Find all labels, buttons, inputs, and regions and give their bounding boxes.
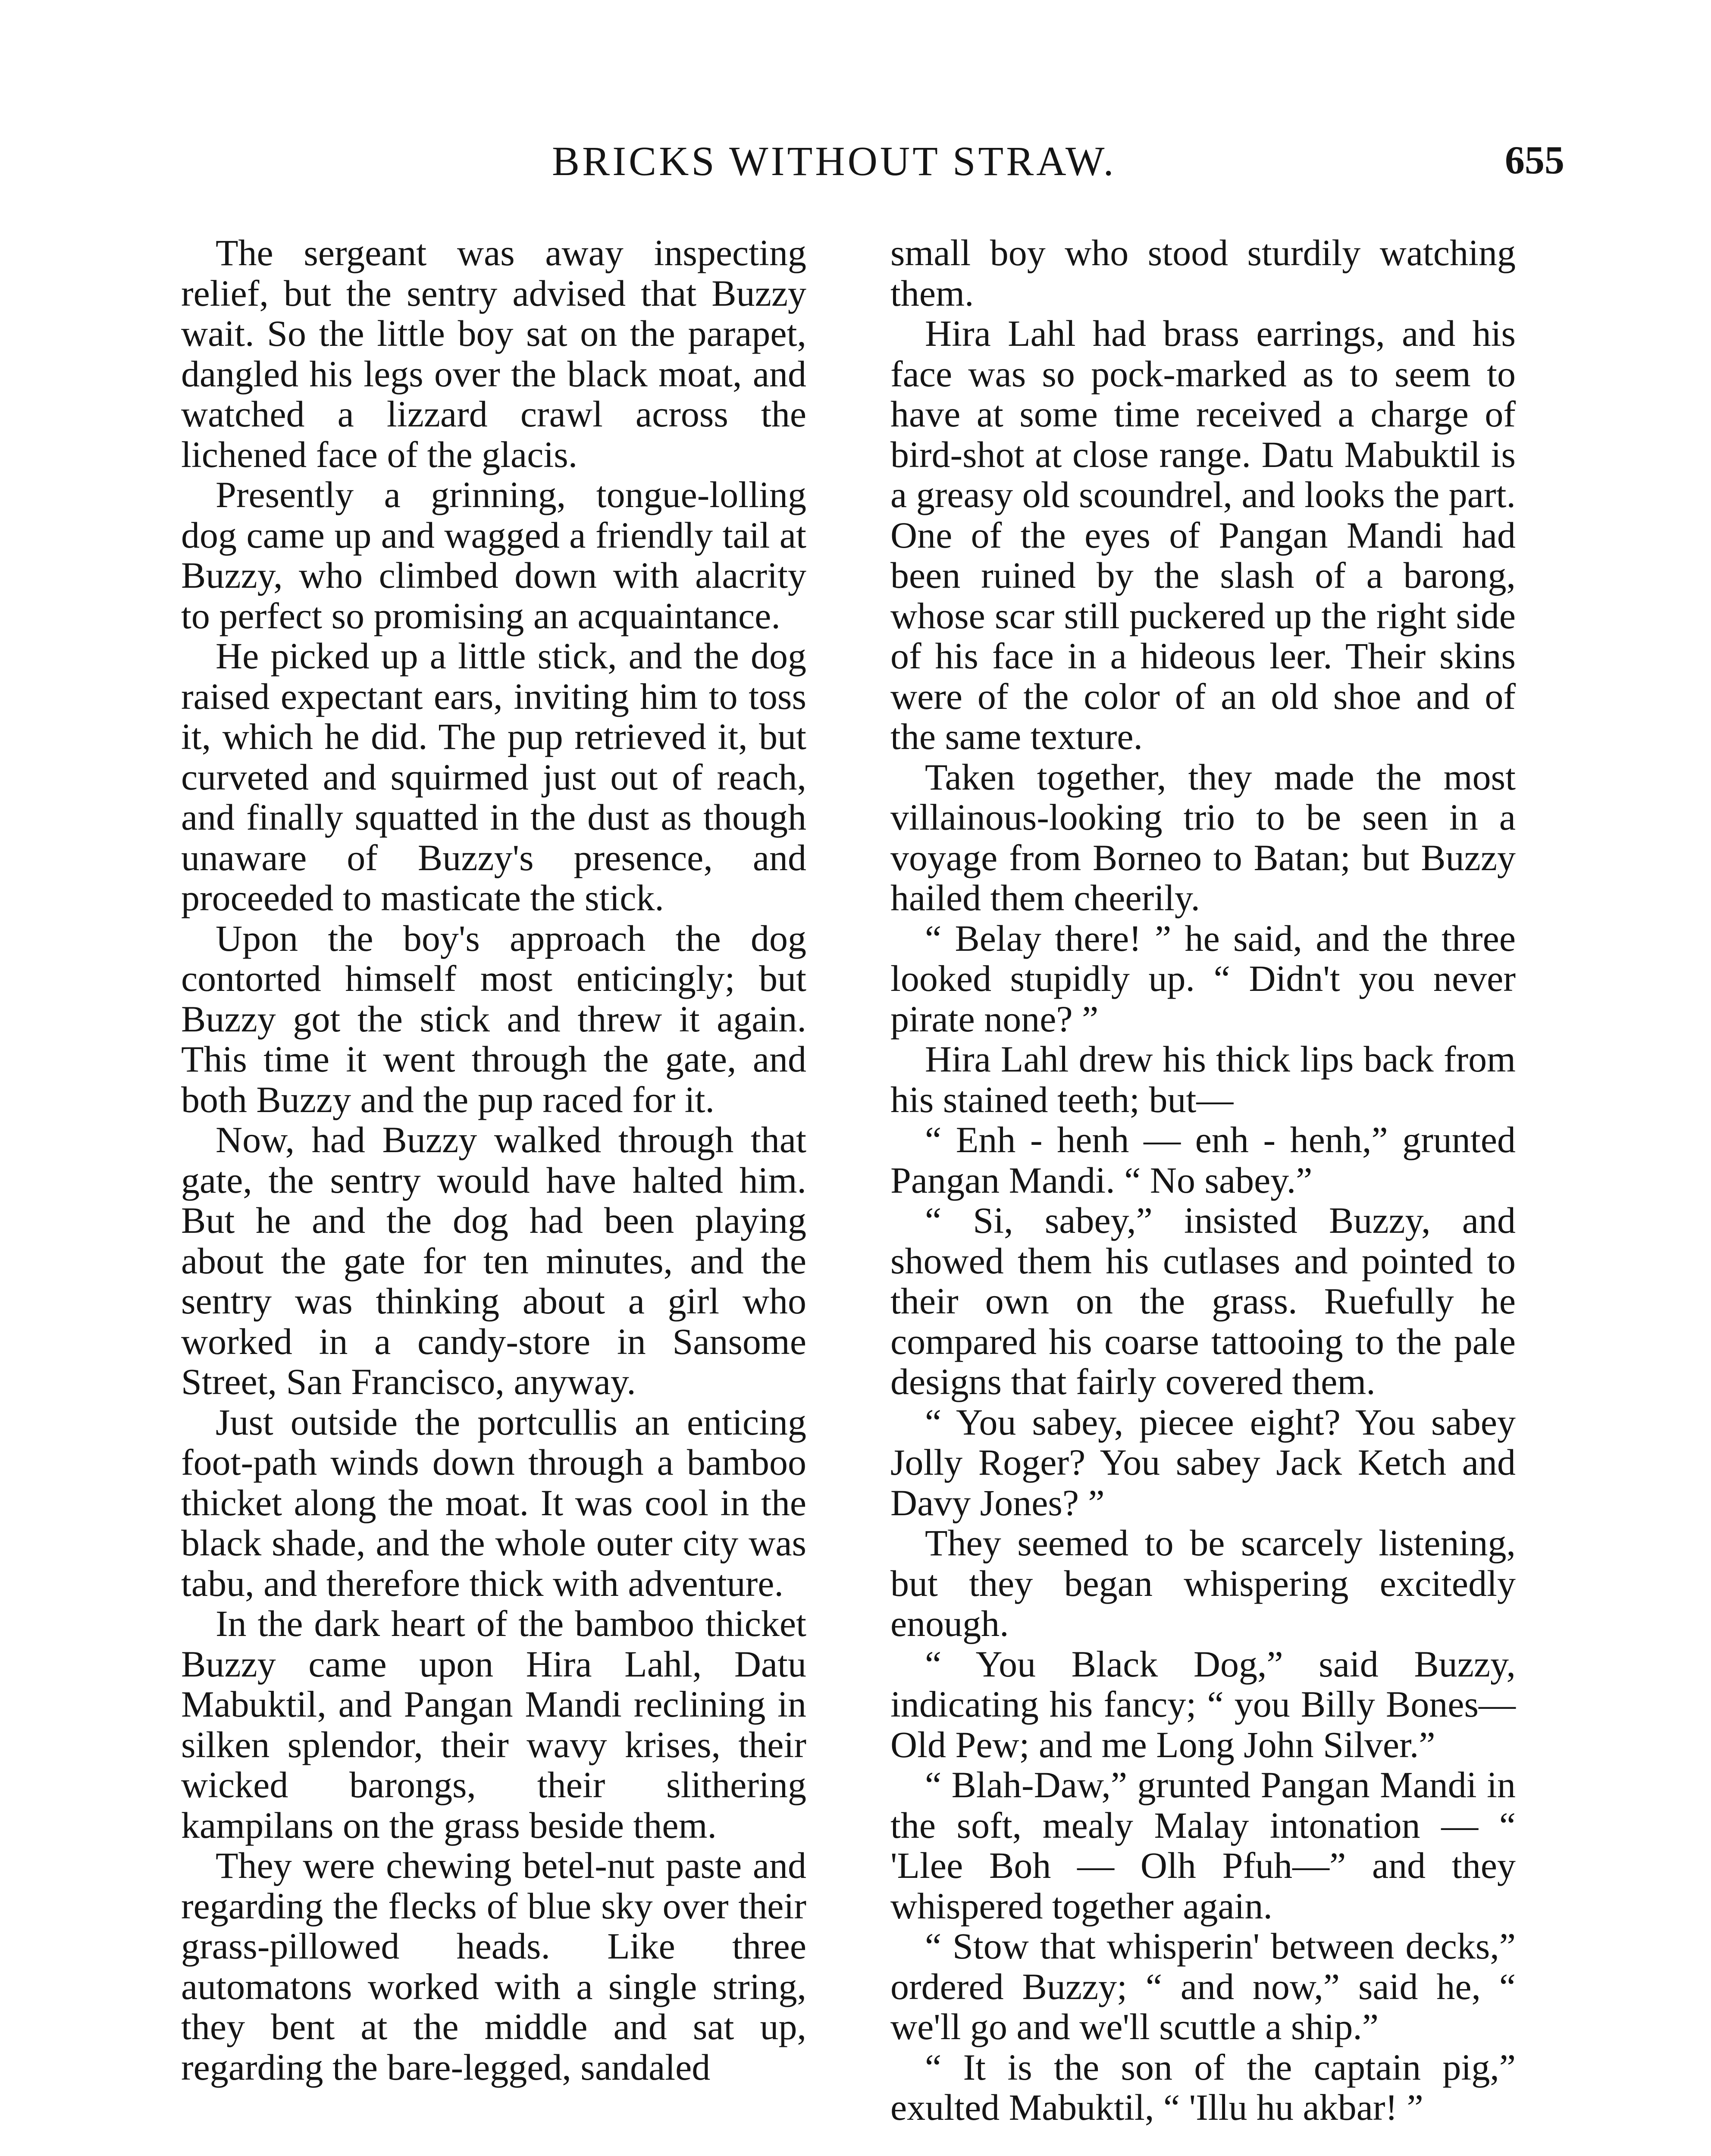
paragraph: Now, had Buzzy walked through that gate, the sentry would have halted him. But he and the dog had been playing about the gate for ten minutes, and the sentry was thinking about a girl who worked in a candy-store in Sansome Street, San Francisco, anyway.	[181, 1119, 806, 1402]
left-column	[181, 233, 806, 2087]
paragraph: “ Enh - henh — enh - henh,” grunted Pangan Mandi. “ No sabey.”	[890, 1119, 1516, 1201]
paragraph: “ Si, sabey,” insisted Buzzy, and showed them his cutlases and pointed to their own on the grass. Ruefully he compared his coarse tattooing to the pale designs that fairly covered them.	[890, 1200, 1516, 1402]
paragraph: He picked up a little stick, and the dog raised expectant ears, inviting him to toss it, which he did. The pup retrieved it, but curveted and squirmed just out of reach, and finally squatted in the dust as though unaware of Buzzy's presence, and proceeded to masticate the stick.	[181, 635, 806, 918]
paragraph: “ Stow that whisperin' between decks,” ordered Buzzy; “ and now,” said he, “ we'll go and we'll scuttle a ship.”	[890, 1925, 1516, 2047]
paragraph: Presently a grinning, tongue-lolling dog came up and wagged a friendly tail at Buzzy, who climbed down with alacrity to perfect so promising an acquaintance.	[181, 474, 806, 636]
paragraph: They seemed to be scarcely listening, but they began whispering excitedly enough.	[890, 1522, 1516, 1644]
paragraph: The sergeant was away inspecting relief, but the sentry advised that Buzzy wait. So the little boy sat on the parapet, dangled his legs over the black moat, and watched a lizzard crawl across the lichened face of the glacis.	[181, 232, 806, 475]
paragraph: They were chewing betel-nut paste and regarding the flecks of blue sky over their grass-pillowed heads. Like three automatons worked with a single string, they bent at the middle and sat up, regarding the bare-legged, sandaled	[181, 1845, 806, 2088]
paragraph: “ You sabey, piecee eight? You sabey Jolly Roger? You sabey Jack Ketch and Davy Jones? ”	[890, 1401, 1516, 1523]
paragraph-continued: small boy who stood sturdily watching them.	[890, 232, 1516, 314]
paragraph: “ It is the son of the captain pig,” exulted Mabuktil, “ 'Illu hu akbar! ”	[890, 2046, 1516, 2128]
running-title: BRICKS WITHOUT STRAW.	[552, 138, 1116, 184]
paragraph: Taken together, they made the most villainous-looking trio to be seen in a voyage from Borneo to Batan; but Buzzy hailed them cheerily.	[890, 756, 1516, 918]
paragraph: “ Belay there! ” he said, and the three looked stupidly up. “ Didn't you never pirate none? ”	[890, 917, 1516, 1040]
paragraph: Hira Lahl drew his thick lips back from his stained teeth; but—	[890, 1038, 1516, 1120]
paragraph: Upon the boy's approach the dog contorted himself most enticingly; but Buzzy got the stick and threw it again. This time it went through the gate, and both Buzzy and the pup raced for it.	[181, 917, 806, 1120]
running-header	[0, 137, 1711, 197]
paragraph: In the dark heart of the bamboo thicket Buzzy came upon Hira Lahl, Datu Mabuktil, and Pangan Mandi reclining in silken splendor, their wavy krises, their wicked barongs, their slithering kampilans on the grass beside them.	[181, 1603, 806, 1846]
paragraph: Just outside the portcullis an enticing foot-path winds down through a bamboo thicket along the moat. It was cool in the black shade, and the whole outer city was tabu, and therefore thick with adventure.	[181, 1401, 806, 1604]
paragraph: “ You Black Dog,” said Buzzy, indicating his fancy; “ you Billy Bones— Old Pew; and me Long John Silver.”	[890, 1643, 1516, 1765]
paragraph: Hira Lahl had brass earrings, and his face was so pock-marked as to seem to have at some time received a charge of bird-shot at close range. Datu Mabuktil is a greasy old scoundrel, and looks the part. One of the eyes of Pangan Mandi had been ruined by the slash of a barong, whose scar still puckered up the right side of his face in a hideous leer. Their skins were of the color of an old shoe and of the same texture.	[890, 313, 1516, 757]
right-column	[890, 233, 1516, 2156]
page-number: 655	[1505, 138, 1564, 182]
paragraph: “ Blah-Daw,” grunted Pangan Mandi in the soft, mealy Malay intonation — “ 'Llee Boh — Olh Pfuh—” and they whispered together again.	[890, 1764, 1516, 1927]
